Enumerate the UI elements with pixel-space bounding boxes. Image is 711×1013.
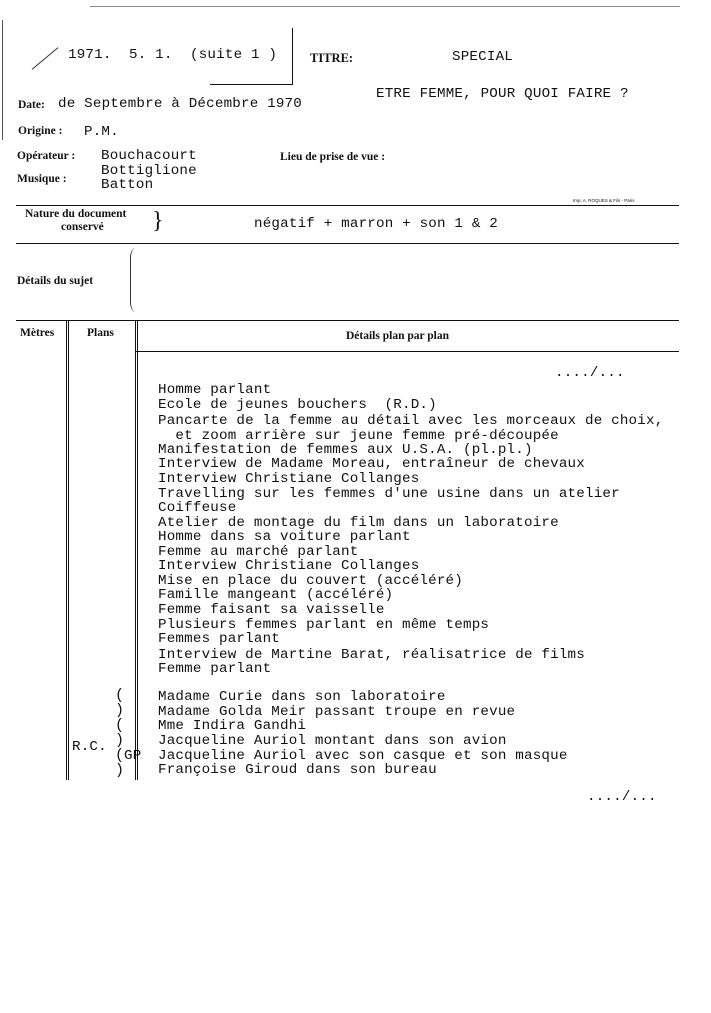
reference-number: 1971. 5. 1. (suite 1 ) [68,47,278,63]
shot-line: Ecole de jeunes bouchers (R.D.) [158,397,437,413]
shot-line: Madame Curie dans son laboratoire [158,689,446,705]
shot-line: Travelling sur les femmes d'une usine dans un atelier [158,486,620,502]
col-divider-3 [135,320,136,780]
details-sujet-brace [130,248,141,312]
rule-nature-bottom [16,243,679,244]
shot-line: Mme Indira Gandhi [158,718,307,734]
shot-line: Jacqueline Auriol avec son casque et son masque [158,748,568,764]
rc-label: R.C. [72,739,107,755]
shot-line: Homme dans sa voiture parlant [158,529,411,545]
continued-top: ..../... [555,365,625,381]
nature-label-1: Nature du document [25,208,127,220]
origine-label: Origine : [18,125,63,137]
col-details-header: Détails plan par plan [346,330,449,342]
date-label: Date: [18,99,45,111]
musique-label: Musique : [17,173,67,185]
titre-label: TITRE: [310,51,354,65]
origine-value: P.M. [84,124,119,140]
left-edge-mark [2,20,3,140]
diagonal-mark [32,47,59,70]
shot-line: Interview Christiane Collanges [158,471,420,487]
shot-line: Pancarte de la femme au détail avec les morceaux de choix, [158,413,664,429]
shot-line: Atelier de montage du film dans un laboratoire [158,515,559,531]
header-box-right [292,28,293,85]
rule-details-bottom [16,320,679,321]
nature-label-2: conservé [61,221,104,233]
continued-bottom: ..../... [587,789,657,805]
printer-imprint: Imp. A. ROQUES & Fils - Paris [573,198,635,203]
shot-line: Madame Golda Meir passant troupe en revue [158,704,516,720]
col-divider-2 [68,320,69,780]
shot-line: Famille mangeant (accéléré) [158,587,394,603]
shot-line: Mise en place du couvert (accéléré) [158,573,463,589]
col-metres-header: Mètres [20,327,55,339]
shot-line: Interview de Martine Barat, réalisatrice de films [158,647,585,663]
col-divider-4 [137,320,138,780]
date-value: de Septembre à Décembre 1970 [58,96,302,112]
header-box-bottom [210,84,293,85]
shot-line: Homme parlant [158,382,272,398]
shot-line: Coiffeuse [158,500,237,516]
details-sujet-label: Détails du sujet [17,275,94,287]
shot-line: Manifestation de femmes aux U.S.A. (pl.pl.) [158,442,533,458]
top-edge-line [90,6,680,7]
shot-line: Jacqueline Auriol montant dans son avion [158,733,507,749]
col-plans-header: Plans [87,327,114,339]
shot-line: Femme parlant [158,661,272,677]
shot-line: Françoise Giroud dans son bureau [158,762,437,778]
titre-value: SPECIAL [452,49,513,65]
operateur-label: Opérateur : [17,150,76,162]
shot-line: Interview de Madame Moreau, entraîneur de chevaux [158,456,585,472]
shot-line: Interview Christiane Collanges [158,558,420,574]
gp-label: GP [124,748,142,764]
col-divider-1 [66,320,67,780]
nature-brace: } [152,208,164,234]
musique-value-2: Batton [101,177,154,193]
rule-table-header [136,351,679,352]
shot-line: Plusieurs femmes parlant en même temps [158,617,490,633]
document-subtitle: ETRE FEMME, POUR QUOI FAIRE ? [376,86,629,102]
musique-value-1: Bottiglione [101,163,197,179]
lieu-label: Lieu de prise de vue : [280,151,386,163]
operateur-value: Bouchacourt [101,148,197,164]
shot-line: Femmes parlant [158,631,280,647]
nature-value: négatif + marron + son 1 & 2 [254,216,498,232]
rule-nature-top [16,205,679,206]
shot-line: Femme au marché parlant [158,544,359,560]
group-bracket: ( ) ( ) ( ) [115,687,125,779]
shot-line: Femme faisant sa vaisselle [158,602,385,618]
shot-line: et zoom arrière sur jeune femme pré-découpée [158,428,559,444]
